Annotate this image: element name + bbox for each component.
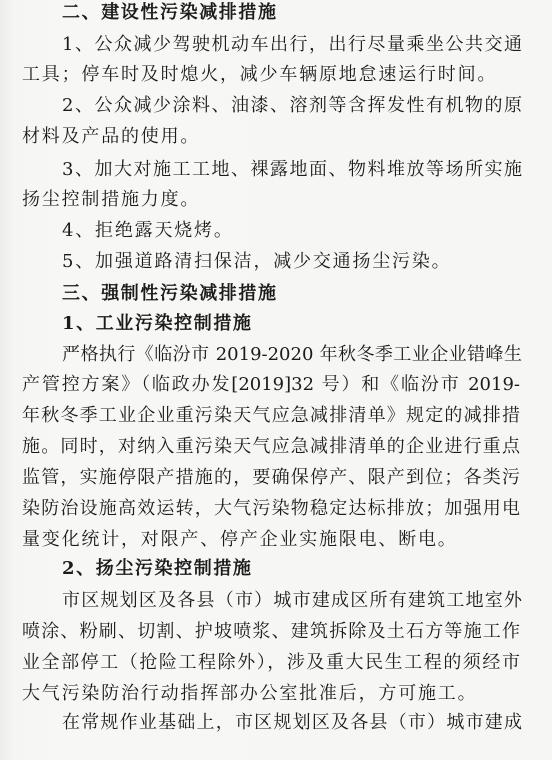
advisory-item-3-line-1: 3、加大对施工工地、裸露地面、物料堆放等场所实施 [62, 159, 522, 180]
industrial-line-5: 监管，实施停限产措施的，要确保停产、限产到位；各类污 [22, 467, 520, 488]
dust-paragraph-2-line-1: 在常规作业基础上，市区规划区及各县（市）城市建成 [62, 712, 522, 733]
industrial-line-4: 施。同时，对纳入重污染天气应急减排清单的企业进行重点 [22, 436, 520, 457]
advisory-item-2-line-2: 材料及产品的使用。 [22, 126, 201, 147]
subsection-heading-dust: 2、扬尘污染控制措施 [62, 558, 253, 579]
dust-paragraph-1-line-1: 市区规划区及各县（市）城市建成区所有建筑工地室外 [62, 590, 522, 611]
section-heading-advisory: 二、建设性污染减排措施 [62, 2, 278, 23]
section-heading-mandatory: 三、强制性污染减排措施 [62, 283, 278, 304]
advisory-item-3-line-2: 扬尘控制措施力度。 [22, 189, 201, 210]
advisory-item-4-line-1: 4、拒绝露天烧烤。 [62, 220, 234, 241]
dust-paragraph-1-line-4: 大气污染防治行动指挥部办公室批准后，方可施工。 [22, 683, 478, 704]
industrial-line-1: 严格执行《临汾市 2019-2020 年秋冬季工业企业错峰生 [62, 344, 522, 365]
dust-paragraph-1-line-2: 喷涂、粉刷、切割、护坡喷浆、建筑拆除及土石方等施工作 [22, 621, 520, 642]
advisory-item-2-line-1: 2、公众减少涂料、油漆、溶剂等含挥发性有机物的原 [62, 95, 522, 116]
industrial-line-2: 产管控方案》（临政办发[2019]32 号）和《临汾市 2019- [22, 374, 520, 395]
advisory-item-5-line-1: 5、加强道路清扫保洁，减少交通扬尘污染。 [62, 251, 452, 272]
industrial-line-3: 年秋冬季工业企业重污染天气应急减排清单》规定的减排措 [22, 405, 520, 426]
industrial-line-6: 染防治设施高效运转，大气污染物稳定达标排放；加强用电 [22, 498, 520, 519]
advisory-item-1-line-1: 1、公众减少驾驶机动车出行，出行尽量乘坐公共交通 [62, 34, 522, 55]
subsection-heading-industrial: 1、工业污染控制措施 [62, 313, 253, 334]
dust-paragraph-1-line-3: 业全部停工（抢险工程除外），涉及重大民生工程的须经市 [22, 652, 520, 673]
advisory-item-1-line-2: 工具；停车时及时熄火，减少车辆原地怠速运行时间。 [22, 64, 498, 85]
industrial-line-7: 量变化统计，对限产、停产企业实施限电、断电。 [22, 529, 458, 550]
